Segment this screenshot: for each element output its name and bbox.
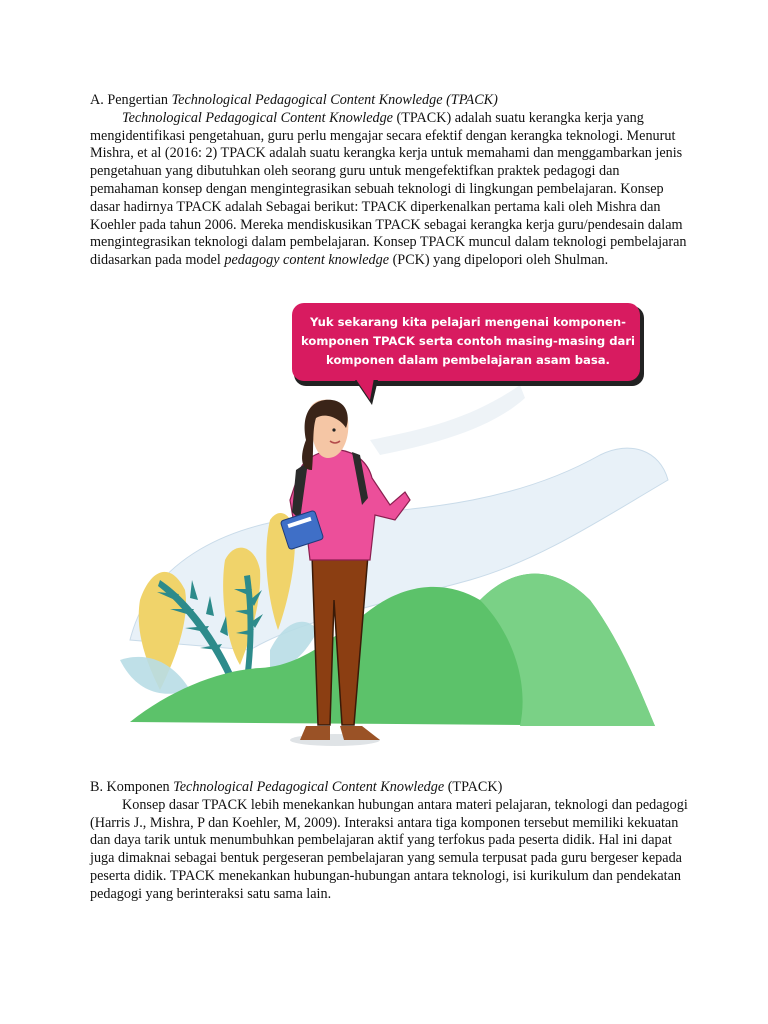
tpack-term: Technological Pedagogical Content Knowledge	[122, 109, 393, 126]
section-a-text-1: (TPACK) adalah suatu kerangka kerja yang mengidentifikasi pengetahuan, guru perlu mengajar secara efektif dengan kerangka teknologi. Menurut Mishra, et al (2016: 2) TPACK adalah suatu kerangka kerja untuk memahami dan menggambarkan jenis pengetahuan yang dibutuhkan oleh seorang guru untuk mengefektifkan praktek pedagogi dan pemahaman konsep dengan mengintegrasikan sebuah teknologi di lingkungan pembelajaran. Konsep dasar hadirnya TPACK adalah Sebagai berikut: TPACK diperkenalkan pertama kali oleh Mishra dan Koehler pada tahun 2006. Mereka mendiskusikan TPACK sebagai kerangka kerja guru/pendesain dalam mengintegrasikan teknologi dalam pembelajaran. Konsep TPACK muncul dalam teknologi pembelajaran didasarkan pada model	[90, 109, 687, 269]
section-a-heading-prefix: A. Pengertian	[90, 92, 172, 108]
section-a-text-2: (PCK) yang dipelopori oleh Shulman.	[389, 252, 609, 269]
section-b-heading-italic: Technological Pedagogical Content Knowledge	[173, 779, 445, 795]
section-b-paragraph: Konsep dasar TPACK lebih menekankan hubungan antara materi pelajaran, teknologi dan pedagogi (Harris J., Mishra, P dan Koehler, M, 2009). Interaksi antara tiga komponen tersebut memiliki kekuatan dan daya tarik untuk menumbuhkan pembelajaran aktif yang terfokus pada peserta didik. Hal ini dapat juga dimaknai sebagai bentuk pergeseran pembelajaran yang semula terpusat pada guru bergeser kepada peserta didik. TPACK menekankan hubungan-hubungan antara teknologi, isi kurikulum dan pendekatan pedagogi yang berinteraksi satu sama lain.	[90, 796, 688, 902]
pck-term: pedagogy content knowledge	[224, 252, 390, 269]
section-b-heading-suffix: (TPACK)	[444, 779, 503, 795]
speech-bubble-text: Yuk sekarang kita pelajari mengenai komponen-komponen TPACK serta contoh masing-masing dari komponen dalam pembelajaran asam basa.	[300, 315, 636, 367]
section-b-heading-prefix: B. Komponen	[90, 779, 174, 795]
swoosh-ribbon	[370, 385, 525, 455]
section-b-heading	[90, 779, 690, 797]
section-a-heading-italic: Technological Pedagogical Content Knowledge (TPACK)	[171, 92, 498, 108]
section-a-paragraph	[90, 110, 690, 270]
section-a	[90, 92, 690, 270]
section-b	[90, 779, 690, 904]
section-a-heading	[90, 92, 690, 110]
